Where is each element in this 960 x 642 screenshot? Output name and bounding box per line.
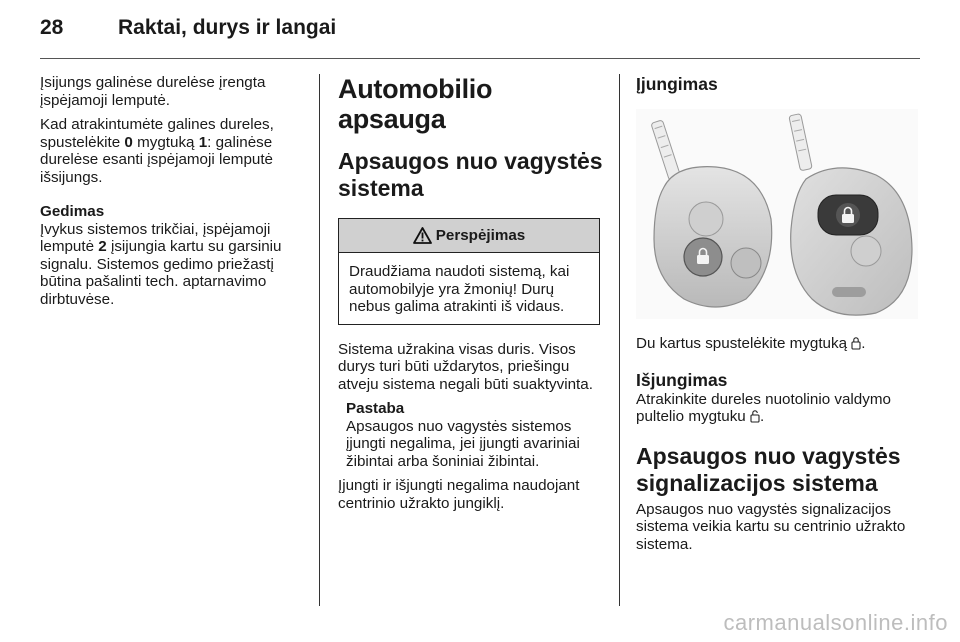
watermark: carmanualsonline.info	[723, 610, 948, 635]
column-left	[40, 74, 302, 315]
column-divider	[319, 74, 320, 606]
column-right	[636, 74, 918, 560]
column-middle	[338, 74, 606, 519]
column-divider	[619, 74, 620, 606]
subsection-heading: Apsaugos nuo vagystės sistema	[338, 148, 603, 201]
page-title: Raktai, durys ir langai	[118, 16, 337, 39]
warning-header	[339, 219, 599, 253]
paragraph: Du kartus spustelėkite mygtuką .	[636, 335, 866, 352]
note-text: Apsaugos nuo vagystės sistemos įjungti negalima, jei įjungti avariniai žibintai arba šoniniai žibintai.	[346, 417, 580, 470]
note	[338, 400, 606, 470]
note-heading: Pastaba	[346, 400, 405, 417]
paragraph: Kad atrakintumėte galines dureles, spustelėkite 0 mygtuką 1: galinėse durelėse esanti įspėjamoji lemputė išsijungs.	[40, 116, 274, 186]
fault-heading: Gedimas	[40, 203, 105, 220]
warning-box	[338, 218, 600, 325]
paragraph: Atrakinkite dureles nuotolinio valdymo pultelio mygtuku .	[636, 390, 891, 425]
lock-icon	[851, 336, 861, 350]
paragraph: Įvykus sistemos trikčiai, įspėjamoji lemputė 2 įsijungia kartu su garsiniu signalu. Sistemos gedimo priežastį būtina pašalinti tech. aptarnavimo dirbtuvėse.	[40, 220, 282, 308]
paragraph: Įjungti ir išjungti negalima naudojant centrinio užrakto jungiklį.	[338, 477, 580, 512]
warning-text: Draudžiama naudoti sistemą, kai automobilyje yra žmonių! Durų nebus galima atrakinti iš vidaus.	[349, 263, 570, 315]
deactivation-heading: Išjungimas	[636, 369, 728, 390]
paragraph: Sistema užrakina visas duris. Visos durys turi būti uždarytos, priešingu atveju sistema negali būti suaktyvinta.	[338, 340, 593, 393]
warning-title: Perspėjimas	[435, 227, 526, 244]
page-number: 28	[40, 16, 64, 39]
warning-triangle-icon	[413, 227, 432, 244]
section-heading: Automobilio apsauga	[338, 74, 493, 134]
page-header	[40, 16, 920, 56]
activation-heading: Įjungimas	[636, 74, 718, 94]
remote-keys-illustration	[636, 109, 918, 319]
alarm-heading: Apsaugos nuo vagystės signalizacijos sistema	[636, 442, 901, 496]
unlock-icon	[750, 409, 760, 423]
paragraph: Įsijungs galinėse durelėse įrengta įspėjamoji lemputė.	[40, 74, 266, 109]
paragraph: Apsaugos nuo vagystės signalizacijos sistema veikia kartu su centrinio užrakto sistema.	[636, 500, 906, 553]
header-rule	[40, 58, 920, 59]
